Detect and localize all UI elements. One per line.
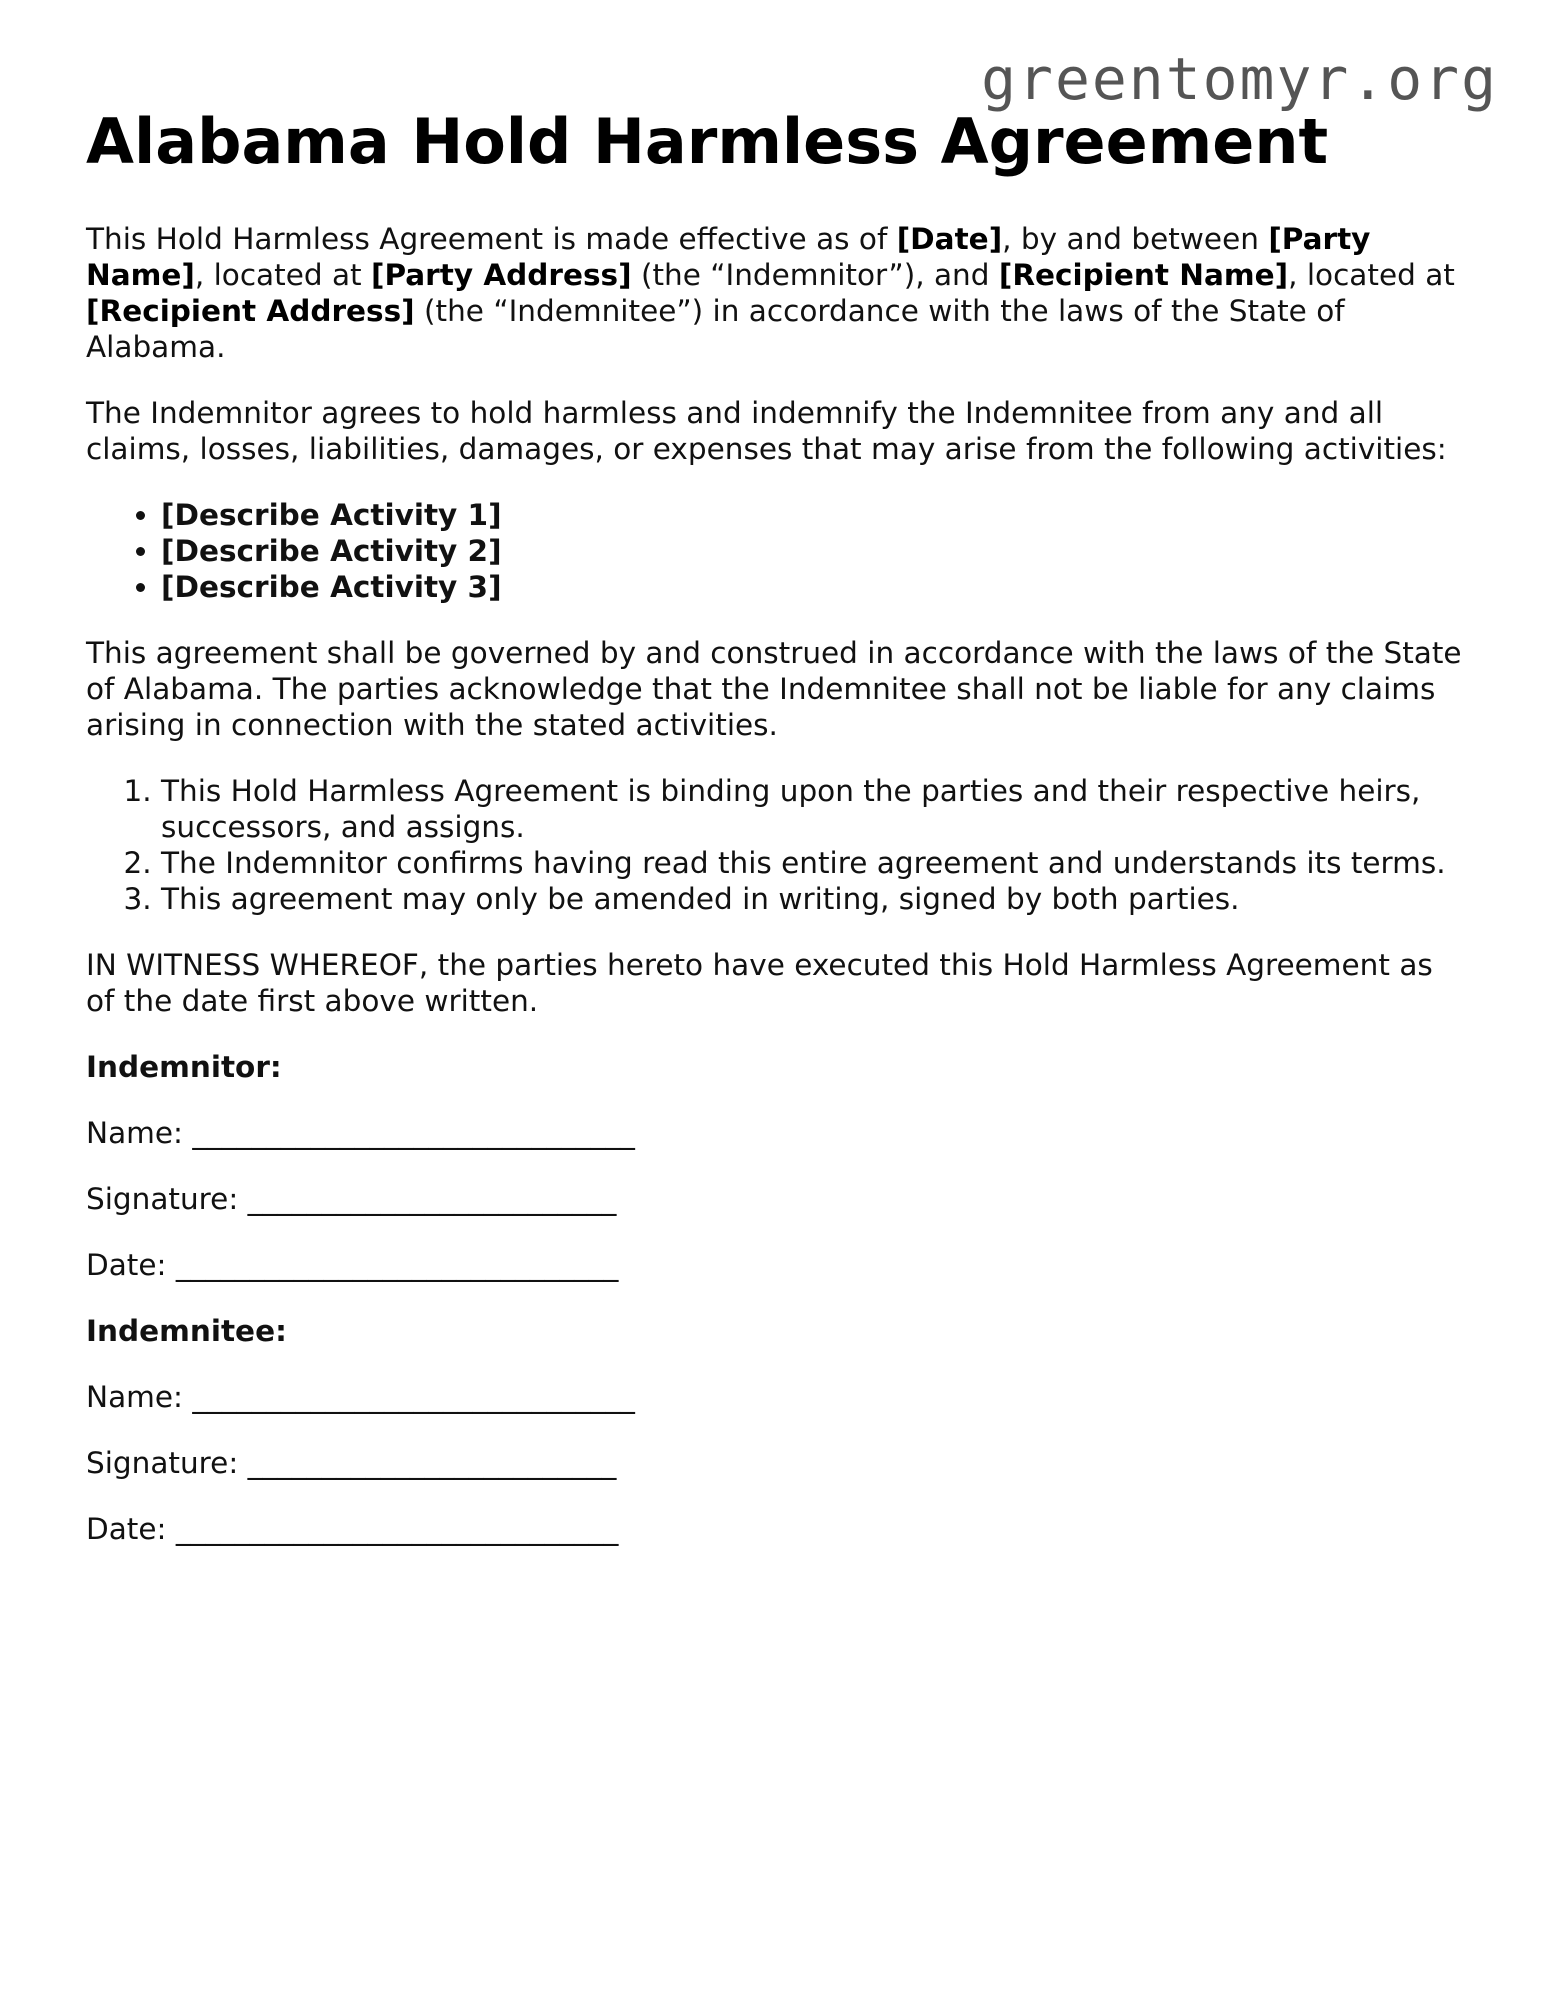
indemnitor-heading: Indemnitor:	[86, 1050, 282, 1085]
intro-paragraph	[86, 221, 1466, 365]
agree-paragraph: The Indemnitor agrees to hold harmless and indemnify the Indemnitee from any and all claims, losses, liabilities, damages, or expenses that may arise from the following activities:	[86, 396, 1447, 467]
document	[86, 105, 1466, 1577]
term-item: 2. The Indemnitor confirms having read this entire agreement and understands its terms.	[161, 845, 1466, 881]
date-placeholder: [Date]	[896, 222, 1003, 257]
intro-text-3: , located at	[194, 258, 371, 293]
term-item: 3. This agreement may only be amended in writing, signed by both parties.	[161, 881, 1466, 917]
activity-item: • [Describe Activity 2]	[161, 533, 1466, 569]
party-address-placeholder: [Party Address]	[370, 258, 632, 293]
indemnitee-heading: Indemnitee:	[86, 1314, 287, 1349]
term-item: 1. This Hold Harmless Agreement is binding upon the parties and their respective heirs, successors, and assigns.	[161, 773, 1466, 845]
recipient-name-placeholder: [Recipient Name]	[998, 258, 1289, 293]
intro-text-2: , by and between	[1002, 222, 1269, 257]
activities-list	[86, 497, 1466, 605]
activity-item: • [Describe Activity 3]	[161, 569, 1466, 605]
intro-text-1: This Hold Harmless Agreement is made effective as of	[86, 222, 897, 257]
indemnitor-signature-field[interactable]: Signature: _________________________	[86, 1182, 617, 1217]
intro-text-5: , located at	[1288, 258, 1455, 293]
document-title: Alabama Hold Harmless Agreement	[86, 105, 1329, 178]
indemnitor-date-field[interactable]: Date: ______________________________	[86, 1248, 619, 1283]
intro-text-6: (the “Indemnitee”) in accordance with the laws of the State of Alabama.	[86, 294, 1345, 365]
governing-paragraph: This agreement shall be governed by and construed in accordance with the laws of the State of Alabama. The parties acknowledge that the Indemnitee shall not be liable for any claims arising in connection with the stated activities.	[86, 636, 1462, 743]
indemnitee-date-field[interactable]: Date: ______________________________	[86, 1512, 619, 1547]
recipient-address-placeholder: [Recipient Address]	[86, 294, 415, 329]
intro-text-4: (the “Indemnitor”), and	[631, 258, 999, 293]
indemnitee-name-field[interactable]: Name: ______________________________	[86, 1380, 635, 1415]
indemnitor-name-field[interactable]: Name: ______________________________	[86, 1116, 635, 1151]
indemnitee-signature-field[interactable]: Signature: _________________________	[86, 1446, 617, 1481]
activity-item: • [Describe Activity 1]	[161, 497, 1466, 533]
watermark: greentomyr.org	[981, 45, 1498, 113]
witness-paragraph: IN WITNESS WHEREOF, the parties hereto have executed this Hold Harmless Agreement as of the date first above written.	[86, 948, 1433, 1019]
party-name-placeholder: [Party Name]	[86, 222, 1371, 293]
terms-list	[86, 773, 1466, 917]
